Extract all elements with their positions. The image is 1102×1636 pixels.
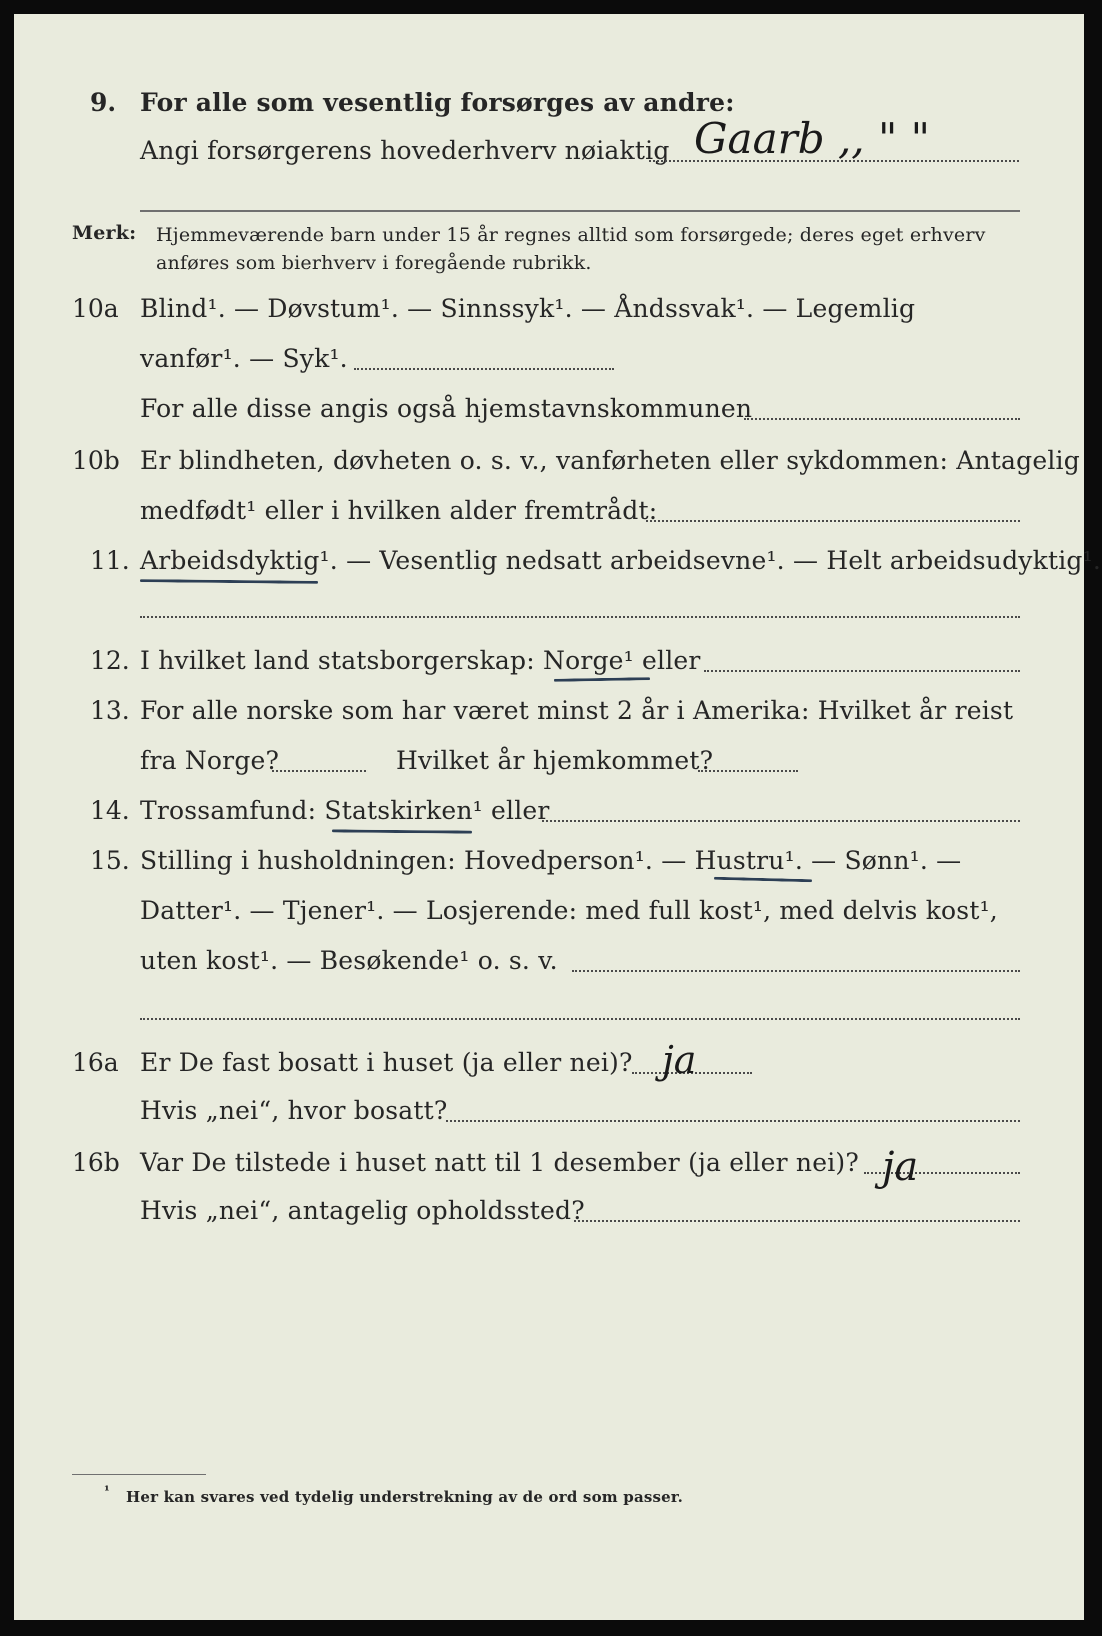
q12-number: 12. [90,646,130,675]
q16a-bosatt-answer-line [446,1120,1020,1122]
q12-answer-line [704,670,1020,672]
q15-answer-line [572,970,1020,972]
q13-reist-answer-line [272,770,366,772]
q16b-number: 16b [72,1148,120,1177]
section-divider [140,210,1020,212]
q13-line-2b: Hvilket år hjemkommet? [396,746,714,775]
q13-line-2a: fra Norge? [140,746,280,775]
q10b-line-1: Er blindheten, døvheten o. s. v., vanførheten eller sykdommen: Antagelig [140,446,1080,475]
q14-number: 14. [90,796,130,825]
q10a-syk-answer-line [354,368,614,370]
q10a-hjemstavn-answer-line [744,418,1020,420]
q13-hjemkommet-answer-line [698,770,798,772]
q12-line-1: I hvilket land statsborgerskap: Norge¹ eller [140,646,701,675]
q16a-line-1: Er De fast bosatt i huset (ja eller nei)? [140,1048,633,1077]
q10a-line-2: vanfør¹. — Syk¹. [140,344,348,373]
q16b-answer-handwriting: ja [882,1144,919,1190]
q10a-number: 10a [72,294,119,323]
q9-line: Angi forsørgerens hovederhverv nøiaktig [140,136,670,165]
q10b-line-2: medfødt¹ eller i hvilken alder fremtrådt: [140,496,658,525]
q10a-line-1: Blind¹. — Døvstum¹. — Sinnssyk¹. — Åndssvak¹. — Legemlig [140,294,916,323]
q9-answer-handwriting: Gaarb ,, " " [694,114,930,163]
q12-norge-underline [554,677,650,682]
q14-answer-line [542,820,1020,822]
q15-number: 15. [90,846,130,875]
q16a-number: 16a [72,1048,119,1077]
q15-line-2: Datter¹. — Tjener¹. — Losjerende: med full kost¹, med delvis kost¹, [140,896,998,925]
merk-line-1: Hjemmeværende barn under 15 år regnes alltid som forsørgede; deres eget erhverv [156,224,986,246]
q10b-answer-line [646,520,1020,522]
footnote-mark: ¹ [104,1484,110,1499]
q15-line-3: uten kost¹. — Besøkende¹ o. s. v. [140,946,558,975]
footnote-text: Her kan svares ved tydelig understrekning av de ord som passer. [126,1488,684,1506]
q11-arbeidsdyktig-underline [140,579,318,584]
merk-label: Merk: [72,222,137,244]
q9-number: 9. [90,88,117,117]
q10b-number: 10b [72,446,120,475]
q13-number: 13. [90,696,130,725]
q9-heading: For alle som vesentlig forsørges av andre: [140,88,735,117]
q13-line-1: For alle norske som har været minst 2 år i Amerika: Hvilket år reist [140,696,1014,725]
q11-number: 11. [90,546,130,575]
q15-extra-answer-line [140,1018,1020,1020]
q15-hustru-underline [714,877,812,883]
q11-line-1: Arbeidsdyktig¹. — Vesentlig nedsatt arbeidsevne¹. — Helt arbeidsudyktig¹. [140,546,1101,575]
q16a-answer-handwriting: ja [662,1038,697,1082]
q14-statskirken-underline [332,829,472,833]
q14-line-1: Trossamfund: Statskirken¹ eller [140,796,550,825]
q16b-opholdssted-answer-line [574,1220,1020,1222]
census-form-page [14,14,1101,1620]
merk-line-2: anføres som bierhverv i foregående rubrikk. [156,252,592,274]
q15-line-1: Stilling i husholdningen: Hovedperson¹. — Hustru¹. — Sønn¹. — [140,846,962,875]
q16b-line-1: Var De tilstede i huset natt til 1 desember (ja eller nei)? [140,1148,859,1177]
q11-answer-line [140,616,1020,618]
q10a-line-3: For alle disse angis også hjemstavnskommunen [140,394,753,423]
footnote-rule [72,1474,206,1475]
q16b-line-2: Hvis „nei“, antagelig opholdssted? [140,1196,585,1225]
q16a-line-2: Hvis „nei“, hvor bosatt? [140,1096,448,1125]
